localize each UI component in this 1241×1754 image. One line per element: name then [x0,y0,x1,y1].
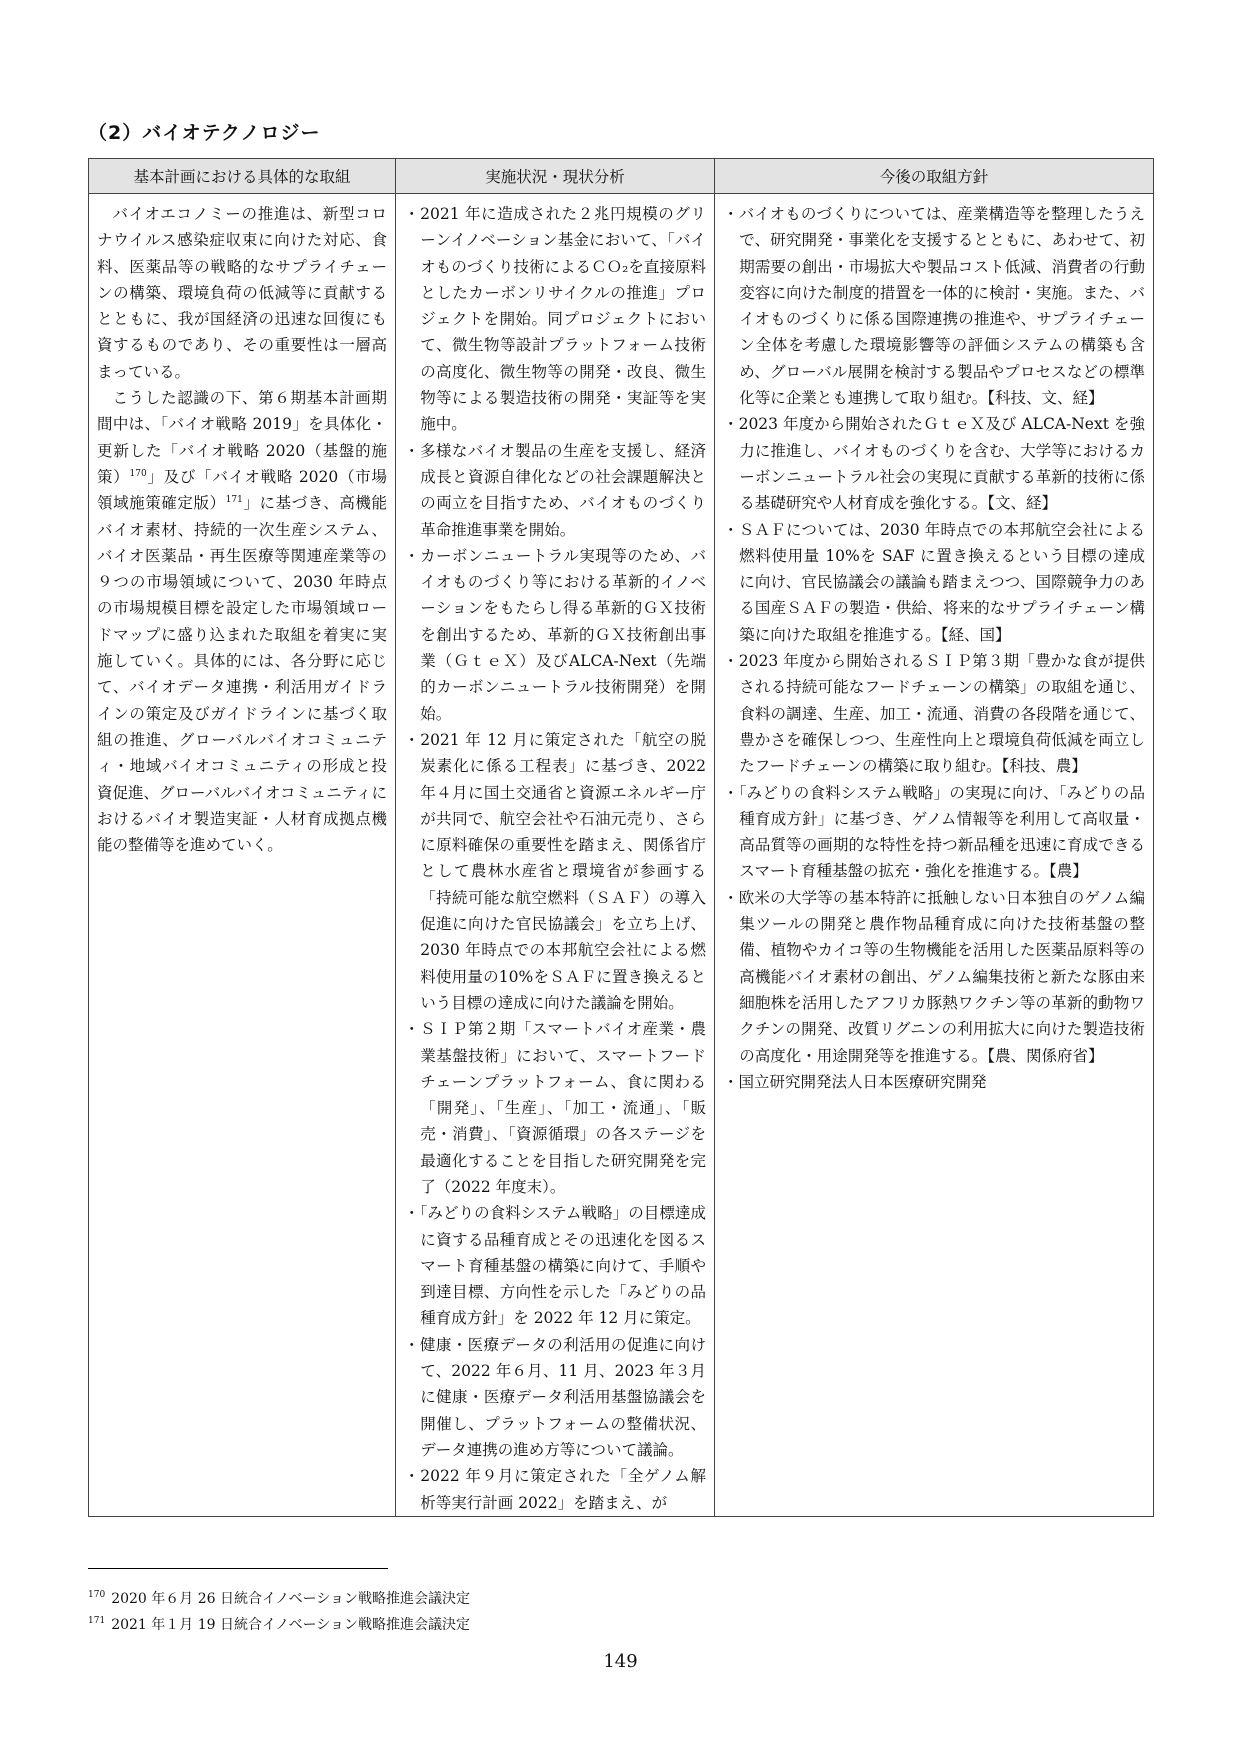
list-item: ・ 2023 年度から開始されたＧｔｅＸ及び ALCA-Next を強力に推進し、バイオものづくりを含む、大学等におけるカーボンニュートラル社会の実現に貢献する革新的技術に係る基礎研究や人材育成を強化する。【文、経】 [723,411,1145,516]
footnote [88,1612,470,1638]
footnote-text: 2020 年６月 26 日統合イノベーション戦略推進会議決定 [111,1591,471,1607]
list-item: ・ 2022 年９月に策定された「全ゲノム解析等実行計画 2022」を踏まえ、が [404,1463,706,1516]
paragraph-text: こうした認識の下、第６期基本計画期間中は、「バイオ戦略 2019」を具体化・更新した「バイオ戦略 2020（基盤的施策） [97,389,387,486]
section-title: （2）バイオテクノロジー [88,122,321,144]
paragraph-text: 」に基づき、高機能バイオ素材、持続的一次生産システム、バイオ医薬品・再生医療等関連産業等の９つの市場領域について、2030 年時点の市場規模目標を設定した市場領域ロードマップに盛り込まれた取組を着実に実施していく。具体的には、各分野に応じて、バイオデータ連携・利活用ガイドラインの策定及びガイドラインに基づく取組の推進、グローバルバイオコミュニティ・地域バイオコミュニティの形成と投資促進、グローバルバイオコミュニティにおけるバイオ製造実証・人材育成拠点機能の整備等を進めていく。 [97,494,388,855]
policy-table [88,158,1154,1517]
list-item: ・ ＳＡＦについては、2030 年時点での本邦航空会社による燃料使用量 10%を SAF に置き換えるという目標の達成に向け、官民協議会の議論も踏まえつつ、国際競争力のある国産ＳＡＦの製造・供給、将来的なサプライチェーン構築に向けた取組を推進する。【経、国】 [723,517,1145,648]
header-implementation-status: 実施状況・現状分析 [396,159,715,194]
list-item: ・ 2023 年度から開始されるＳＩＰ第３期「豊かな食が提供される持続可能なフードチェーンの構築」の取組を通じ、食料の調達、生産、加工・流通、消費の各段階を通じて、豊かさを確保しつつ、生産性向上と環境負荷低減を両立したフードチェーンの構築に取り組む。【科技、農】 [723,648,1145,779]
policy-list [723,201,1145,1095]
footnote-ref: 171 [225,495,243,506]
list-item: ・ 欧米の大学等の基本特許に抵触しない日本独自のゲノム編集ツールの開発と農作物品種育成に向けた技術基盤の整備、植物やカイコ等の生物機能を活用した医薬品原料等の高機能バイオ素材の創出、ゲノム編集技術と新たな豚由来細胞株を活用したアフリカ豚熱ワクチン等の革新的動物ワクチンの開発、改質リグニンの利用拡大に向けた製造技術の高度化・用途開発等を推進する。【農、関係府省】 [723,885,1145,1069]
list-item: ・ 国立研究開発法人日本医療研究開発 [723,1069,1145,1095]
list-item: ・ バイオものづくりについては、産業構造等を整理したうえで、研究開発・事業化を支援するとともに、あわせて、初期需要の創出・市場拡大や製品コスト低減、消費者の行動変容に向けた制度的措置を一体的に検討・実施。また、バイオものづくりに係る国際連携の推進や、サプライチェーン全体を考慮した環境影響等の評価システムの構築も含め、グローバル展開を検討する製品やプロセスなどの標準化等に企業とも連携して取り組む。【科技、文、経】 [723,201,1145,411]
footnote-ref: 170 [129,468,147,479]
footnote-number: 171 [88,1616,106,1627]
list-item: ・ 2021 年 12 月に策定された「航空の脱炭素化に係る工程表」に基づき、2022 年４月に国土交通省と資源エネルギー庁が共同で、航空会社や石油元売り、さらに原料確保の重要性を踏まえ、関係省庁として農林水産省と環境省が参画する「持続可能な航空燃料（ＳＡＦ）の導入促進に向けた官民協議会」を立ち上げ、2030 年時点での本邦航空会社による燃料使用量の10%をＳＡＦに置き換えるという目標の達成に向けた議論を開始。 [404,727,706,1016]
paragraph [97,201,387,385]
specific-measures-cell [89,194,396,1517]
status-list [404,201,706,1516]
paragraph [97,385,387,858]
footnote [88,1586,470,1612]
footnotes [88,1586,470,1638]
footnote-text: 2021 年１月 19 日統合イノベーション戦略推進会議決定 [111,1617,471,1633]
page-number: 149 [603,1651,638,1672]
footnote-number: 170 [88,1590,106,1601]
table-header-row [89,159,1154,194]
list-item: ・ 「みどりの食料システム戦略」の実現に向け、「みどりの品種育成方針」に基づき、ゲノム情報等を利用して高収量・高品質等の画期的な特性を持つ新品種を迅速に育成できるスマート育種基盤の拡充・強化を推進する。【農】 [723,780,1145,885]
list-item: ・ 2021 年に造成された２兆円規模のグリーンイノベーション基金において、「バイオものづくり技術によるＣＯ₂を直接原料としたカーボンリサイクルの推進」プロジェクトを開始。同プロジェクトにおいて、微生物等設計プラットフォーム技術の高度化、微生物等の開発・改良、微生物等による製造技術の開発・実証等を実施中。 [404,201,706,438]
list-item: ・ ＳＩＰ第２期「スマートバイオ産業・農業基盤技術」において、スマートフードチェーンプラットフォーム、食に関わる「開発」、「生産」、「加工・流通」、「販売・消費」、「資源循環」の各ステージを最適化することを目指した研究開発を完了（2022 年度末）。 [404,1016,706,1200]
implementation-status-cell [396,194,715,1517]
table-row [89,194,1154,1517]
header-future-policy: 今後の取組方針 [715,159,1154,194]
footnote-divider [88,1568,388,1569]
list-item: ・ 多様なバイオ製品の生産を支援し、経済成長と資源自律化などの社会課題解決との両立を目指すため、バイオものづくり革命推進事業を開始。 [404,438,706,543]
list-item: ・ カーボンニュートラル実現等のため、バイオものづくり等における革新的イノベーションをもたらし得る革新的ＧＸ技術を創出するため、革新的ＧＸ技術創出事業（ＧｔｅＸ）及びALCA-Next（先端的カーボンニュートラル技術開発）を開始。 [404,543,706,727]
future-policy-cell [715,194,1154,1517]
list-item: ・ 「みどりの食料システム戦略」の目標達成に資する品種育成とその迅速化を図るスマート育種基盤の構築に向けて、手順や到達目標、方向性を示した「みどりの品種育成方針」を 2022 年 12 月に策定。 [404,1200,706,1331]
list-item: ・ 健康・医療データの利活用の促進に向けて、2022 年６月、11 月、2023 年３月に健康・医療データ利活用基盤協議会を開催し、プラットフォームの整備状況、データ連携の進め方等について議論。 [404,1332,706,1463]
paragraph-text: バイオエコノミーの推進は、新型コロナウイルス感染症収束に向けた対応、食料、医薬品等の戦略的なサプライチェーンの構築、環境負荷の低減等に貢献するとともに、我が国経済の迅速な回復にも資するものであり、その重要性は一層高まっている。 [97,205,387,381]
header-specific-measures: 基本計画における具体的な取組 [89,159,396,194]
paragraph-text: 」及び「バイオ戦略 2020（市場領域施策確定版） [97,467,387,513]
